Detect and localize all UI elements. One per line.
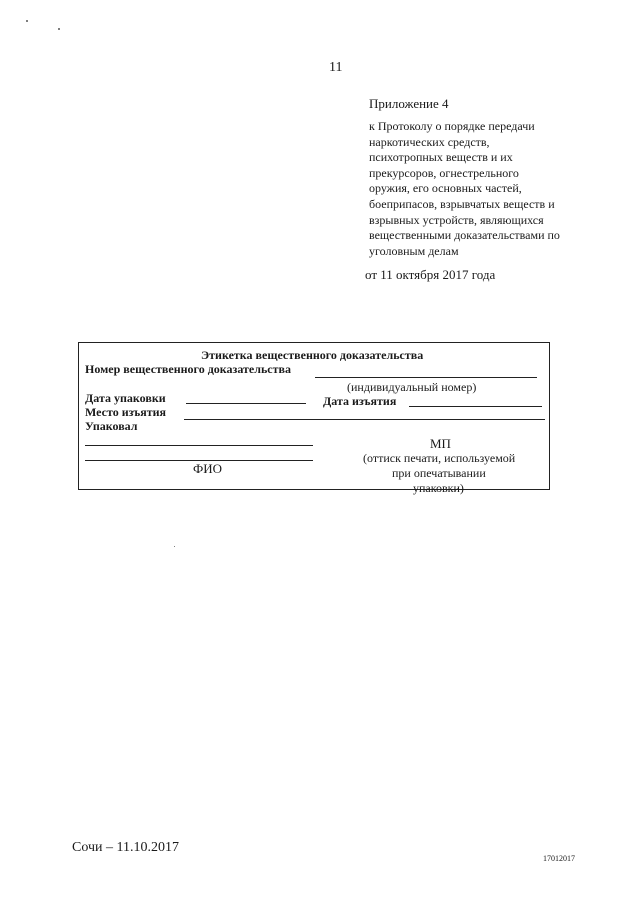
appendix-line: взрывных устройств, являющихся <box>369 212 544 227</box>
appendix-line: вещественными доказательствами по <box>369 228 560 243</box>
appendix-line: уголовным делам <box>369 243 459 258</box>
scan-speck <box>174 546 175 547</box>
evidence-label-box <box>78 342 550 495</box>
evidence-number-hint: (индивидуальный номер) <box>347 380 477 394</box>
packed-by-label: Упаковал <box>85 419 138 433</box>
label-title: Этикетка вещественного доказательства <box>201 348 424 362</box>
evidence-number-label: Номер вещественного доказательства <box>85 362 292 376</box>
appendix-date: от 11 октября 2017 года <box>365 267 496 282</box>
footer-doc-code: 17012017 <box>543 854 575 863</box>
packing-date-label: Дата упаковки <box>85 391 166 405</box>
appendix-line: психотропных веществ и их <box>369 150 513 165</box>
signature-line-1 <box>85 445 313 446</box>
evidence-number-line <box>315 377 537 378</box>
appendix-line: прекурсоров, огнестрельного <box>369 165 519 180</box>
seizure-place-label: Место изъятия <box>85 405 167 419</box>
seizure-date-label: Дата изъятия <box>323 394 397 408</box>
stamp-hint: при опечатывании <box>392 466 486 480</box>
appendix-title: Приложение 4 <box>369 96 449 111</box>
page-number: 11 <box>329 60 343 75</box>
seizure-place-line <box>184 419 545 420</box>
appendix-description <box>369 119 560 259</box>
packing-date-line <box>186 403 306 404</box>
appendix-line: наркотических средств, <box>369 134 490 149</box>
appendix-line: к Протоколу о порядке передачи <box>369 119 535 133</box>
stamp-hint: (оттиск печати, используемой <box>363 451 516 465</box>
fio-label: ФИО <box>193 461 223 476</box>
scan-speck <box>58 28 60 30</box>
scan-speck <box>26 20 28 22</box>
seizure-date-line <box>409 406 542 407</box>
stamp-label: МП <box>430 436 451 451</box>
appendix-line: оружия, его основных частей, <box>369 181 522 196</box>
footer-city-date: Сочи – 11.10.2017 <box>72 840 179 855</box>
stamp-hint: упаковки) <box>413 481 464 495</box>
appendix-line: боеприпасов, взрывчатых веществ и <box>369 196 555 211</box>
